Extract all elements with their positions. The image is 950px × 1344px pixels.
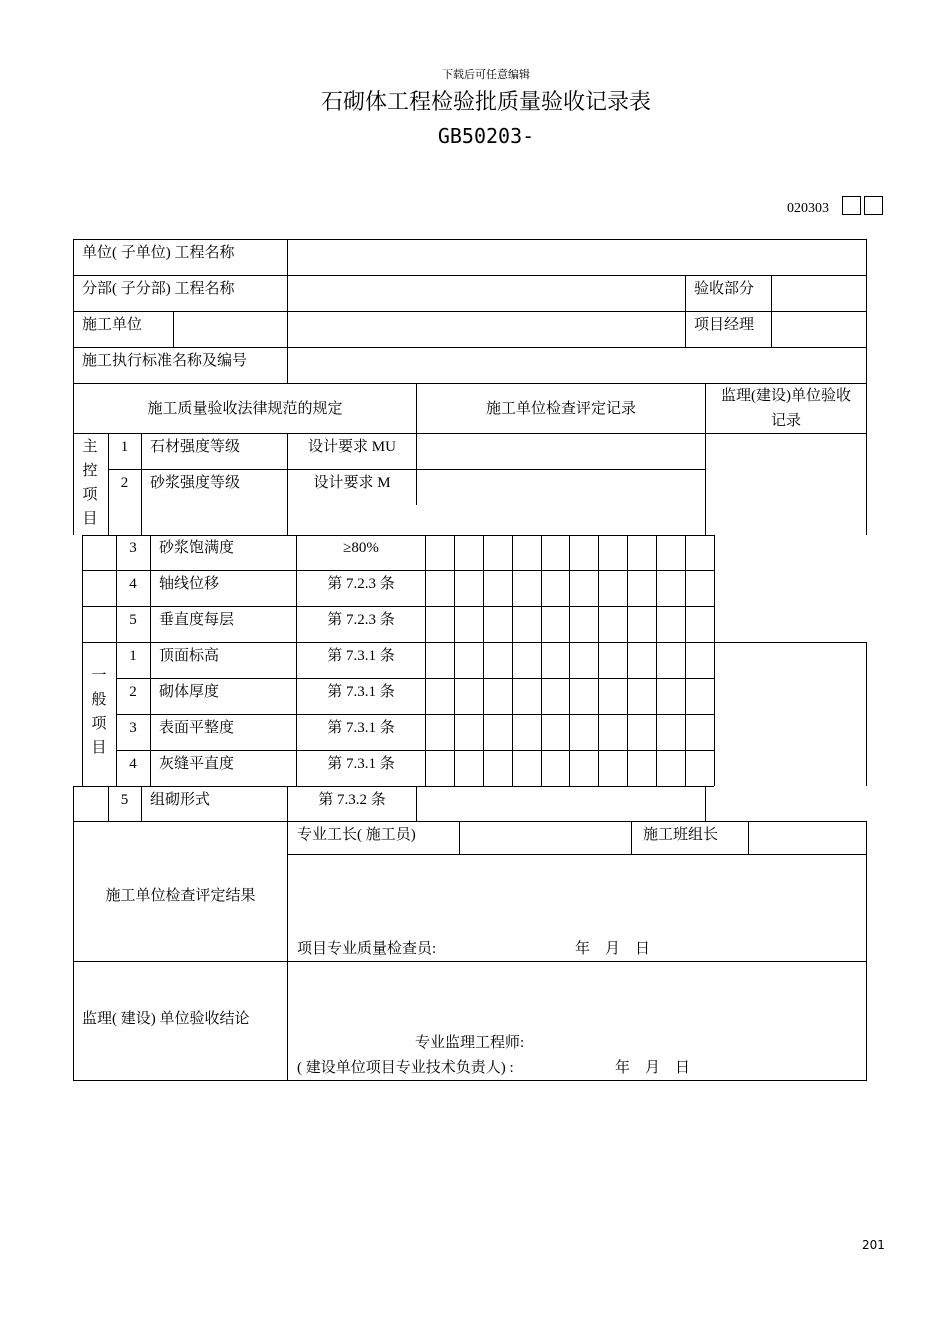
sub-project-field[interactable] <box>288 276 684 311</box>
general-item-no: 4 <box>129 756 137 772</box>
main-item-no: 1 <box>120 439 129 455</box>
form-code: 020303 <box>787 201 829 216</box>
main-item-name: 石材强度等级 <box>150 439 241 455</box>
conclusion-text-area[interactable] <box>288 962 865 1028</box>
conclusion-label: 监理( 建设) 单位验收结论 <box>82 1011 250 1027</box>
foreman-field[interactable] <box>460 822 630 854</box>
main-item-requirement: ≥80% <box>343 540 379 556</box>
page-number: 201 <box>862 1238 885 1252</box>
page-title: 石砌体工程检验批质量验收记录表 <box>320 90 651 115</box>
standard-field[interactable] <box>288 348 865 383</box>
team-leader-label: 施工班组长 <box>643 827 719 843</box>
column-header-spec: 施工质量验收法律规范的规定 <box>147 401 343 417</box>
main-item-name: 砂浆饱满度 <box>159 540 235 556</box>
general-item-requirement: 第 7.3.1 条 <box>327 684 395 700</box>
form-code-box-1[interactable] <box>842 196 861 215</box>
sub-project-label: 分部( 子分部) 工程名称 <box>82 281 235 297</box>
general-item-name: 表面平整度 <box>159 720 235 736</box>
header-note: 下载后可任意编辑 <box>442 69 530 81</box>
general-item-name: 组砌形式 <box>150 792 211 808</box>
main-item-name: 砂浆强度等级 <box>150 475 241 491</box>
acceptance-part-field[interactable] <box>772 276 865 311</box>
general-item-no: 1 <box>129 648 137 664</box>
standard-label: 施工执行标准名称及编号 <box>82 353 248 369</box>
main-items-label: 主 控 项 目 <box>82 439 98 527</box>
main-item-no: 3 <box>129 540 137 556</box>
foreman-label: 专业工长( 施工员) <box>297 827 416 843</box>
general-item-name: 砌体厚度 <box>159 684 220 700</box>
form-code-box-2[interactable] <box>864 196 883 215</box>
general-item-no: 5 <box>120 792 129 808</box>
team-leader-field[interactable] <box>749 822 865 854</box>
inspector-label: 项目专业质量检查员: <box>297 941 437 957</box>
standard-code: GB50203- <box>437 124 535 148</box>
general-item-record-field[interactable] <box>417 787 704 821</box>
column-header-supervision-line1: 监理(建设)单位验收 <box>721 388 851 404</box>
result-label: 施工单位检查评定结果 <box>105 888 256 904</box>
main-item-no: 2 <box>120 475 129 491</box>
general-item-name: 顶面标高 <box>159 648 220 664</box>
project-manager-label: 项目经理 <box>694 317 755 333</box>
main-item-name: 轴线位移 <box>159 576 220 592</box>
conclusion-date-label: 年 月 日 <box>615 1060 691 1076</box>
unit-project-label: 单位( 子单位) 工程名称 <box>82 245 235 261</box>
result-text-area[interactable] <box>288 855 865 935</box>
acceptance-part-label: 验收部分 <box>694 281 755 297</box>
construction-unit-field[interactable] <box>174 312 684 347</box>
general-item-requirement: 第 7.3.1 条 <box>327 720 395 736</box>
general-items-label: 一 般 项 目 <box>91 668 107 756</box>
column-header-inspection: 施工单位检查评定记录 <box>485 401 636 417</box>
main-item-record-field[interactable] <box>417 434 704 469</box>
main-item-requirement: 第 7.2.3 条 <box>327 576 395 592</box>
general-item-requirement: 第 7.3.1 条 <box>327 756 395 772</box>
main-item-name: 垂直度每层 <box>159 612 235 628</box>
main-item-requirement: 设计要求 M <box>313 475 391 491</box>
engineer-label: 专业监理工程师: <box>415 1035 525 1051</box>
main-item-requirement: 第 7.2.3 条 <box>327 612 395 628</box>
construction-unit-label: 施工单位 <box>82 317 143 333</box>
column-header-supervision-line2: 记录 <box>770 413 801 429</box>
general-item-no: 3 <box>129 720 137 736</box>
owner-rep-label: ( 建设单位项目专业技术负责人) : <box>297 1060 514 1076</box>
main-item-no: 5 <box>129 612 137 628</box>
main-item-no: 4 <box>129 576 137 592</box>
main-item-record-field[interactable] <box>417 470 704 505</box>
main-item-requirement: 设计要求 MU <box>308 439 396 455</box>
general-item-name: 灰缝平直度 <box>159 756 235 772</box>
project-manager-field[interactable] <box>772 312 865 347</box>
general-item-no: 2 <box>129 684 137 700</box>
unit-project-field[interactable] <box>288 240 865 275</box>
result-date-label: 年 月 日 <box>575 941 651 957</box>
general-item-requirement: 第 7.3.2 条 <box>318 792 386 808</box>
general-item-requirement: 第 7.3.1 条 <box>327 648 395 664</box>
